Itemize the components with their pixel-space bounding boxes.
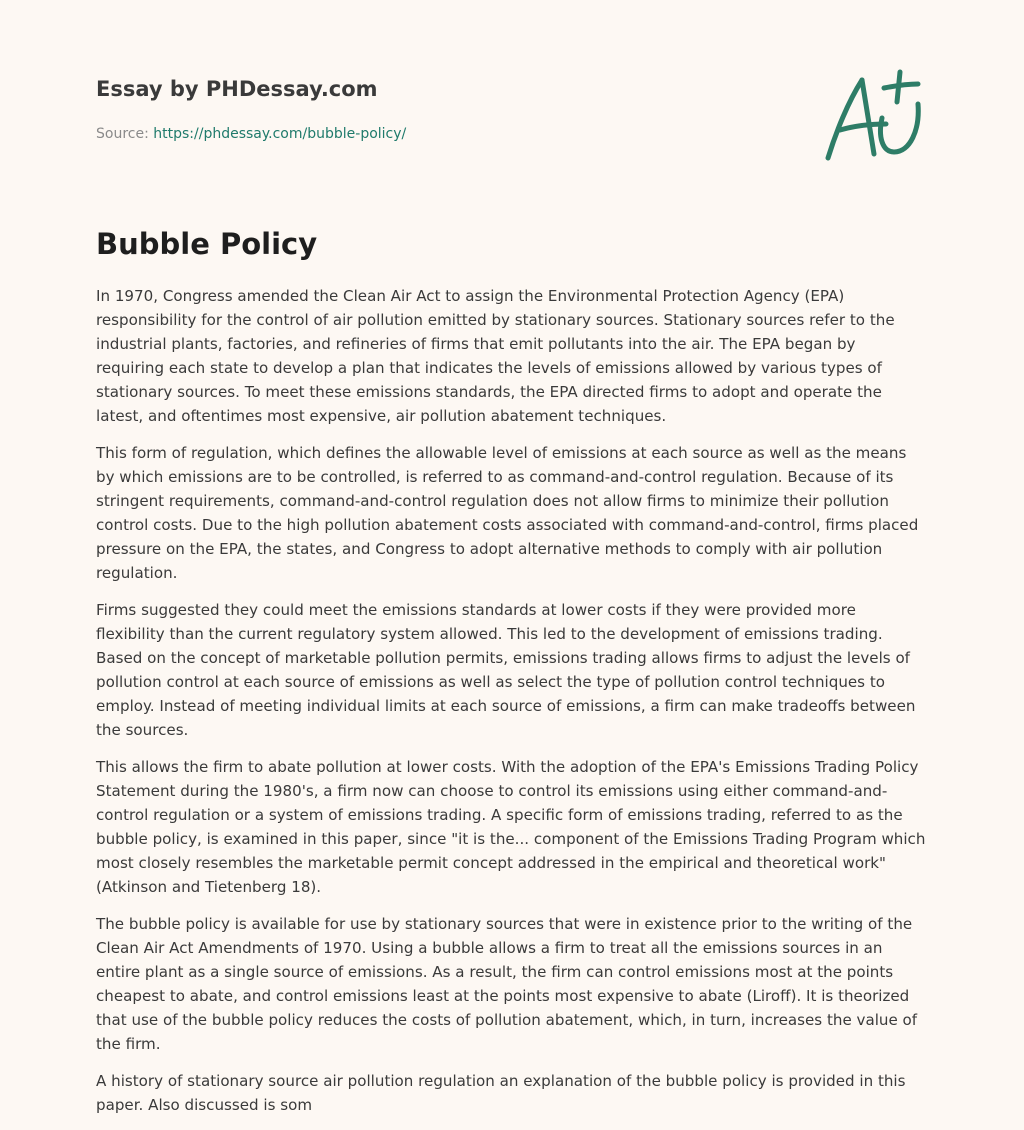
article-paragraph: A history of stationary source air pollution regulation an explanation of the bubble policy is provided in this paper. Also discussed is som	[96, 1072, 906, 1114]
source-line	[96, 124, 696, 144]
a-plus-logo-icon	[818, 66, 930, 170]
article-paragraph: This allows the firm to abate pollution at lower costs. With the adoption of the EPA's Emissions Trading Policy Statement during the 1980's, a firm now can choose to control its emissions using either command-and-control regulation or a system of emissions trading. A specific form of emissions trading, referred to as the bubble policy, is examined in this paper, since "it is the... component of the Emissions Trading Program which most closely resembles the marketable permit concept addressed in the empirical and theoretical work" (Atkinson and Tietenberg 18).	[96, 758, 926, 896]
a-plus-logo-svg	[818, 66, 930, 170]
site-brand: Essay by PHDessay.com	[96, 77, 378, 101]
source-link[interactable]: https://phdessay.com/bubble-policy/	[153, 126, 407, 142]
source-label: Source:	[96, 126, 154, 142]
article-paragraph: Firms suggested they could meet the emissions standards at lower costs if they were provided more flexibility than the current regulatory system allowed. This led to the development of emissions trading. Based on the concept of marketable pollution permits, emissions trading allows firms to adjust the levels of pollution control at each source of emissions as well as select the type of pollution control techniques to employ. Instead of meeting individual limits at each source of emissions, a firm can make tradeoffs between the sources.	[96, 601, 916, 739]
article-paragraph: The bubble policy is available for use by stationary sources that were in existence prior to the writing of the Clean Air Act Amendments of 1970. Using a bubble allows a firm to treat all the emissions sources in an entire plant as a single source of emissions. As a result, the firm can control emissions most at the points cheapest to abate, and control emissions least at the points most expensive to abate (Liroff). It is theorized that use of the bubble policy reduces the costs of pollution abatement, which, in turn, increases the value of the firm.	[96, 915, 918, 1053]
article-body	[96, 284, 928, 1130]
article-paragraph: In 1970, Congress amended the Clean Air Act to assign the Environmental Protection Agency (EPA) responsibility for the control of air pollution emitted by stationary sources. Stationary sources refer to the industrial plants, factories, and refineries of firms that emit pollutants into the air. The EPA began by requiring each state to develop a plan that indicates the levels of emissions allowed by various types of stationary sources. To meet these emissions standards, the EPA directed firms to adopt and operate the latest, and oftentimes most expensive, air pollution abatement techniques.	[96, 287, 895, 425]
page-title: Bubble Policy	[96, 227, 318, 261]
article-paragraph: This form of regulation, which defines the allowable level of emissions at each source as well as the means by which emissions are to be controlled, is referred to as command-and-control regulation. Because of its stringent requirements, command-and-control regulation does not allow firms to minimize their pollution control costs. Due to the high pollution abatement costs associated with command-and-control, firms placed pressure on the EPA, the states, and Congress to adopt alternative methods to comply with air pollution regulation.	[96, 444, 919, 582]
site-header	[96, 74, 696, 144]
